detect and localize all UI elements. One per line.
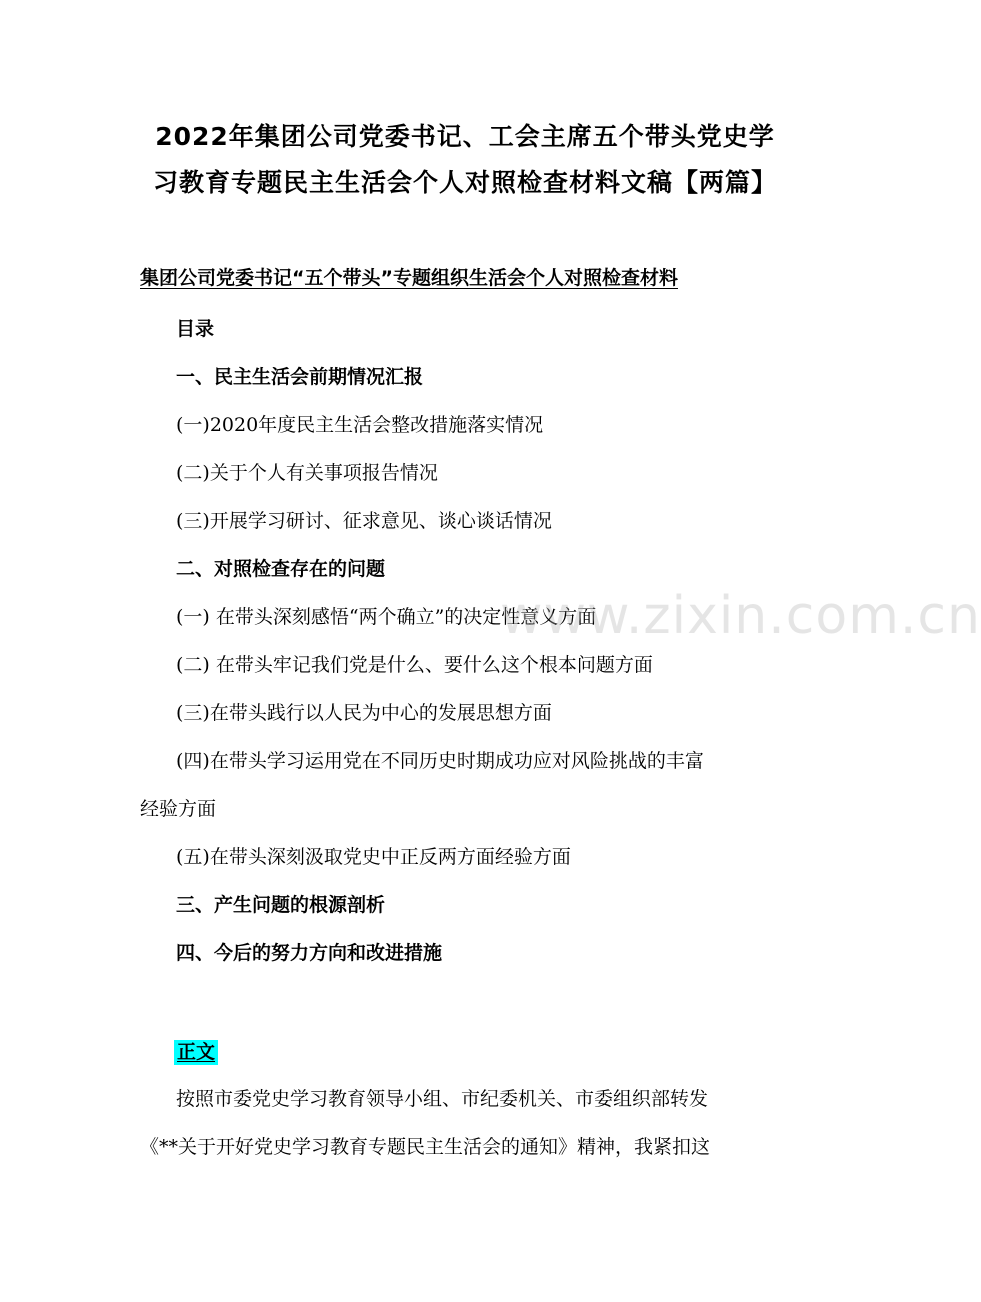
toc-section-2: 二、对照检查存在的问题 xyxy=(176,558,386,580)
toc-item-2-4: (四)在带头学习运用党在不同历史时期成功应对风险挑战的丰富 xyxy=(176,750,704,772)
toc-section-1: 一、民主生活会前期情况汇报 xyxy=(176,366,424,388)
body-paragraph-line-1: 按照市委党史学习教育领导小组、市纪委机关、市委组织部转发 xyxy=(176,1088,709,1110)
toc-item-1-1: (一)2020年度民主生活会整改措施落实情况 xyxy=(176,414,544,436)
toc-heading: 目录 xyxy=(176,318,215,340)
toc-item-2-3: (三)在带头践行以人民为中心的发展思想方面 xyxy=(176,702,552,724)
toc-item-1-2: (二)关于个人有关事项报告情况 xyxy=(176,462,438,484)
body-heading-highlight: 正文 xyxy=(174,1040,218,1065)
document-title-line-2: 习教育专题民主生活会个人对照检查材料文稿【两篇】 xyxy=(152,168,777,197)
document-subtitle: 集团公司党委书记“五个带头”专题组织生活会个人对照检查材料 xyxy=(140,267,678,289)
watermark: www.zixin.com.cn xyxy=(500,586,981,646)
document-title-line-1: 2022年集团公司党委书记、工会主席五个带头党史学 xyxy=(155,122,775,151)
toc-item-2-4-continued: 经验方面 xyxy=(140,798,217,820)
toc-item-2-5: (五)在带头深刻汲取党史中正反两方面经验方面 xyxy=(176,846,571,868)
toc-item-2-1: (一) 在带头深刻感悟“两个确立”的决定性意义方面 xyxy=(176,606,597,628)
toc-section-4: 四、今后的努力方向和改进措施 xyxy=(176,942,443,964)
toc-item-1-3: (三)开展学习研讨、征求意见、谈心谈话情况 xyxy=(176,510,552,532)
toc-item-2-2: (二) 在带头牢记我们党是什么、要什么这个根本问题方面 xyxy=(176,654,653,676)
body-paragraph-line-2: 《**关于开好党史学习教育专题民主生活会的通知》精神，我紧扣这 xyxy=(140,1136,711,1158)
toc-section-3: 三、产生问题的根源剖析 xyxy=(176,894,386,916)
